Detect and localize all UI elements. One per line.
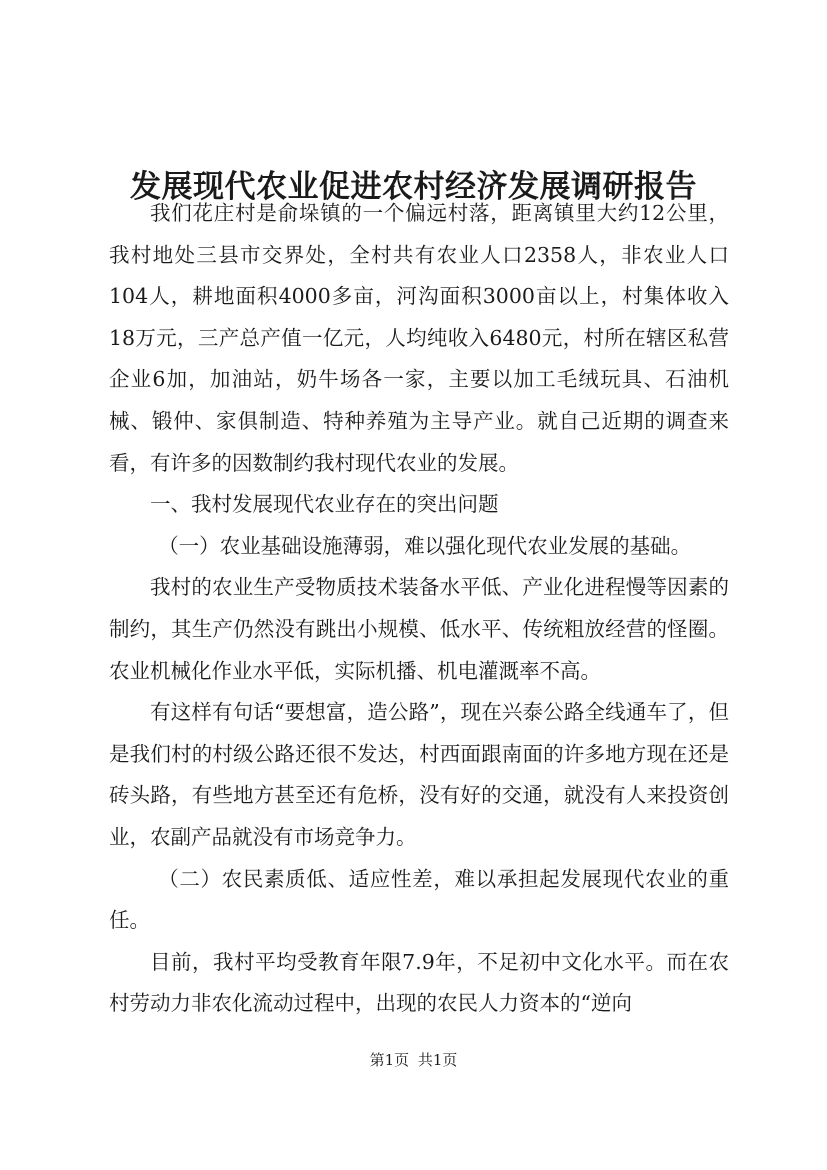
subsection-heading-1: （一）农业基础设施薄弱，难以强化现代农业发展的基础。 — [158, 533, 692, 558]
body-paragraph: 我村的农业生产受物质技术装备水平低、产业化进程慢等因素的制约，其生产仍然没有跳出小规模、低水平、传统粗放经营的怪圈。农业机械化作业水平低，实际机播、机电灌溉率不高。 — [109, 575, 729, 683]
document-title: 发展现代农业促进农村经济发展调研报告 — [130, 168, 697, 205]
subsection-heading-2: （二）农民素质低、适应性差，难以承担起发展现代农业的重任。 — [109, 866, 729, 933]
body-paragraph: 目前，我村平均受教育年限7.9年，不足初中文化水平。而在农村劳动力非农化流动过程中，出现的农民人力资本的“逆向 — [109, 949, 729, 1016]
section-heading-1: 一、我村发展现代农业存在的突出问题 — [150, 492, 499, 517]
page-footer — [0, 1049, 827, 1071]
page-number: 第1页 — [369, 1051, 410, 1069]
document-body — [109, 193, 729, 1025]
page-total: 共1页 — [417, 1051, 458, 1069]
body-paragraph: 有这样有句话“要想富，造公路”，现在兴泰公路全线通车了，但是我们村的村级公路还很不发达，村西面跟南面的许多地方现在还是砖头路，有些地方甚至还有危桥，没有好的交通，就没有人来投资创业，农副产品就没有市场竞争力。 — [109, 700, 729, 849]
intro-paragraph: 我们花庄村是俞垛镇的一个偏远村落，距离镇里大约12公里，我村地处三县市交界处，全村共有农业人口2358人，非农业人口104人，耕地面积4000多亩，河沟面积3000亩以上，村集体收入18万元，三产总产值一亿元，人均纯收入6480元，村所在辖区私营企业6加，加油站，奶牛场各一家，主要以加工毛绒玩具、石油机械、锻仲、家俱制造、特种养殖为主导产业。就自己近期的调查来看，有许多的因数制约我村现代农业的发展。 — [109, 201, 729, 475]
